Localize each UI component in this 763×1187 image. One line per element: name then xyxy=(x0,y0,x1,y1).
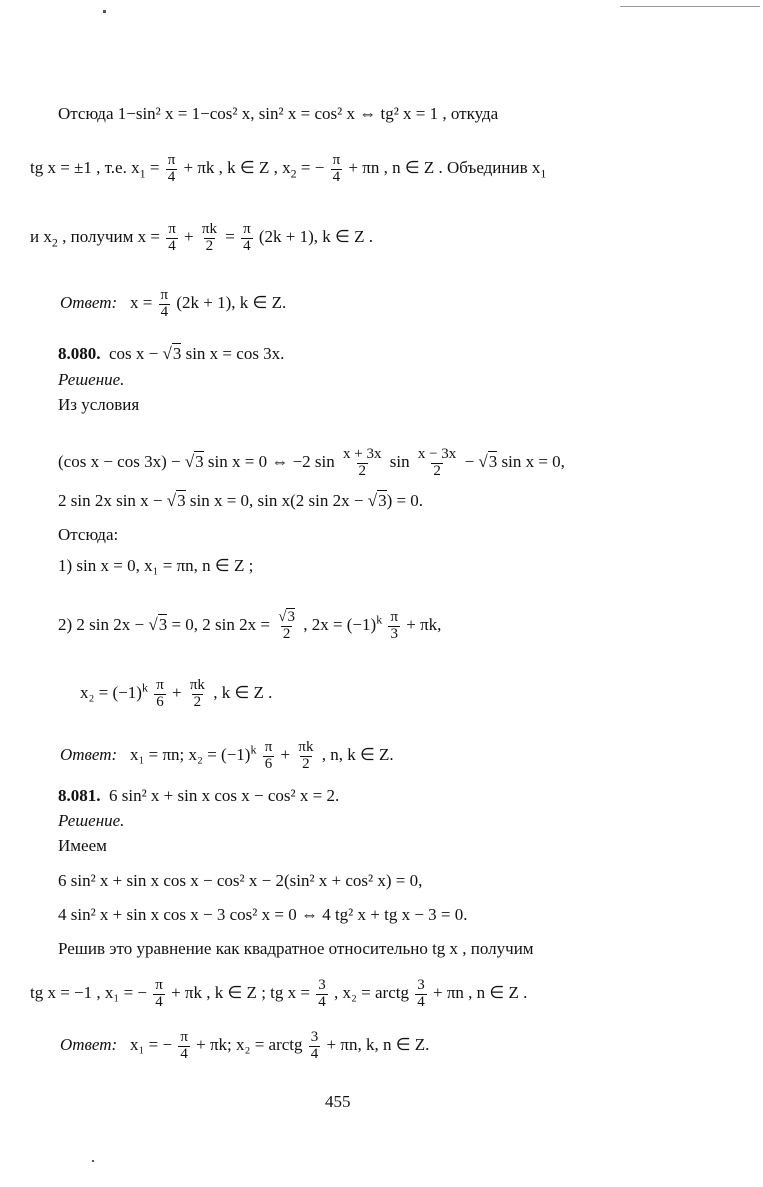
problem-title: 8.080. cos x − √3 sin x = cos 3x. xyxy=(58,344,285,363)
text-line: Из условия xyxy=(58,395,140,414)
formula-line: tg x = ±1 , т.е. $x_1$ = $\frac{\pi}{4}$ + πk , k ∈ Z , $x_2$ = − $\frac{\pi}{4}$ + πn , n ∈ Z . Объединив $x_1$ xyxy=(30,152,547,185)
formula-line: 6 sin² x + sin x cos x − cos² x − 2(sin² x + cos² x) = 0, xyxy=(58,871,423,890)
formula-line: (cos x − cos 3x) − √3 sin x = 0 ⇔ −2 sin $\frac{x + 3x}{2}$ sin $\frac{x - 3x}{2}$ − √3 sin x = 0, xyxy=(58,446,565,479)
scan-dot xyxy=(92,1160,94,1162)
text-line: Имеем xyxy=(58,836,107,855)
problem-title: 8.081. 6 sin² x + sin x cos x − cos² x = 2. xyxy=(58,786,340,805)
solution-label: Решение. xyxy=(58,370,125,389)
scan-line xyxy=(620,6,760,7)
page-number: 455 xyxy=(325,1092,351,1111)
formula-line: tg x = −1 , x₁ = − $\frac{\pi}{4}$ + πk , k ∈ Z ; tg x = $\frac{3}{4}$ , x₂ = arctg $\frac{3}{4}$ + πn , n ∈ Z . xyxy=(30,977,528,1010)
solution-label: Решение. xyxy=(58,811,125,830)
text-line: Отсюда: xyxy=(58,525,119,544)
formula-line: 1) sin x = 0, x₁ = πn, n ∈ Z ; xyxy=(58,556,254,575)
text-line: Решив это уравнение как квадратное относительно tg x , получим xyxy=(58,939,534,958)
answer-line: Ответ: x = $\frac{\pi}{4}$ (2k + 1), k ∈ Z. xyxy=(60,287,287,320)
formula-line: $x_2 = (-1)^k$ $\frac{\pi}{6}$ + $\frac{\pi k}{2}$ , k ∈ Z . xyxy=(80,677,273,710)
text-line: Отсюда 1−sin² x = 1−cos² x, sin² x = cos² x ⇔ tg² x = 1 , откуда xyxy=(58,104,499,123)
answer-line: Ответ: x₁ = − $\frac{\pi}{4}$ + πk; x₂ = arctg $\frac{3}{4}$ + πn, k, n ∈ Z. xyxy=(60,1029,430,1062)
formula-line: 2) 2 sin 2x − √3 = 0, 2 sin 2x = $\frac{√3}{2}$ , $2x = (-1)^k$ $\frac{\pi}{3}$ + πk, xyxy=(58,609,442,642)
formula-line: 4 sin² x + sin x cos x − 3 cos² x = 0 ⇔ 4 tg² x + tg x − 3 = 0. xyxy=(58,905,468,924)
scan-dot xyxy=(103,10,106,13)
formula-line: 2 sin 2x sin x − √3 sin x = 0, sin x(2 sin 2x − √3) = 0. xyxy=(58,491,424,510)
formula-line: и $x_2$ , получим x = $\frac{\pi}{4}$ + $\frac{\pi k}{2}$ = $\frac{\pi}{4}$ (2k + 1), k ∈ Z . xyxy=(30,221,373,254)
answer-line: Ответ: x₁ = πn; $x_2 = (-1)^k$ $\frac{\pi}{6}$ + $\frac{\pi k}{2}$ , n, k ∈ Z. xyxy=(60,739,394,772)
